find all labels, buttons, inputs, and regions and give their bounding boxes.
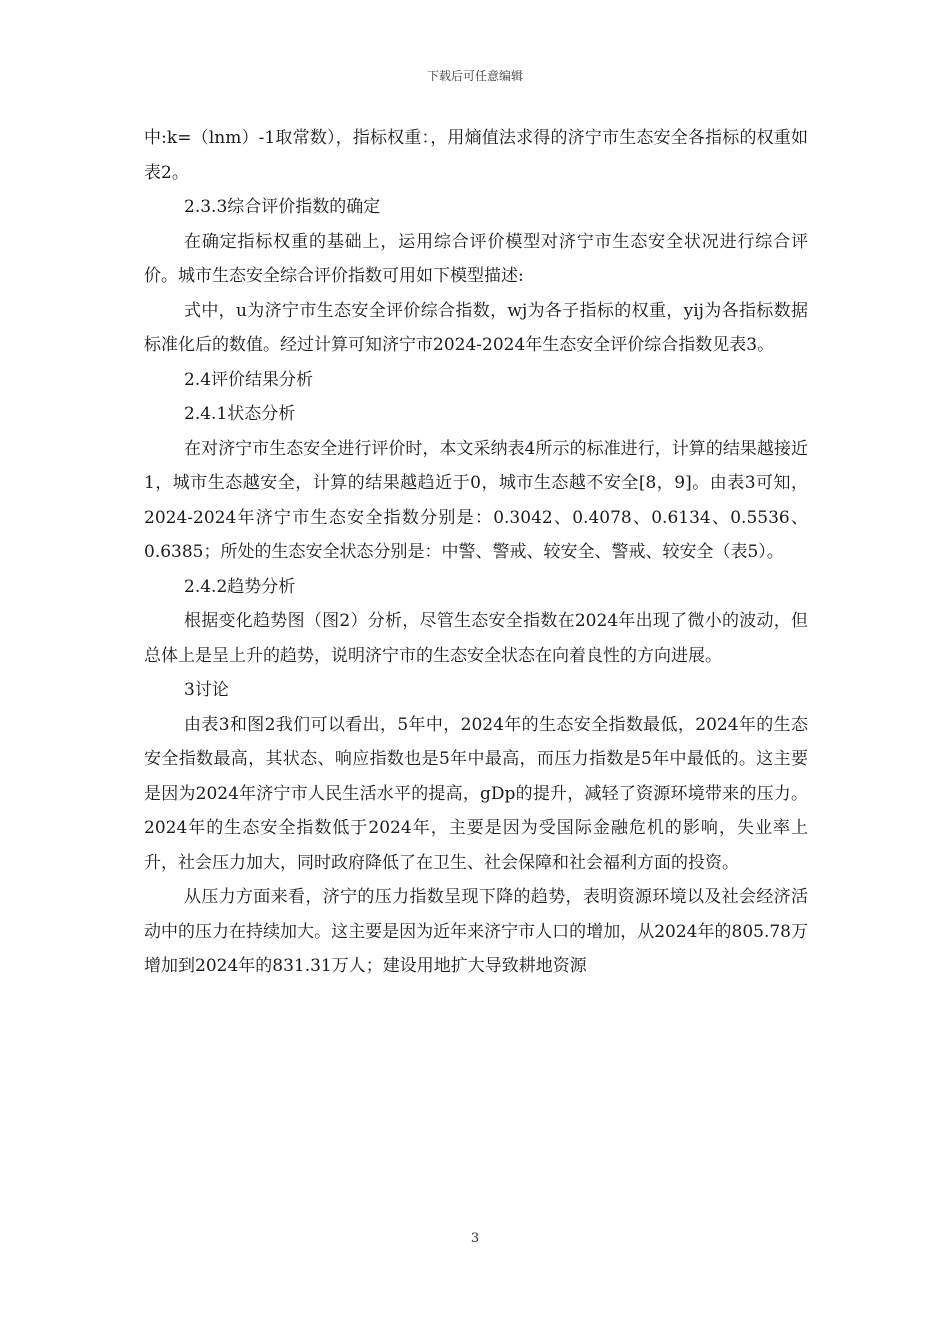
page-number: 3	[470, 1231, 480, 1246]
paragraph-formula-explanation: 式中，u为济宁市生态安全评价综合指数，wj为各子指标的权重，yij为各指标数据标准化后的数值。经过计算可知济宁市2024-2024年生态安全评价综合指数见表3。	[144, 300, 808, 355]
heading-2-4-2: 2.4.2趋势分析	[184, 576, 296, 597]
paragraph-weight-formula: 中:k=（lnm）-1取常数），指标权重：，用熵值法求得的济宁市生态安全各指标的权重如表2。	[144, 128, 808, 183]
paragraph-state-analysis: 在对济宁市生态安全进行评价时，本文采纳表4所示的标准进行，计算的结果越接近1，城市生态越安全，计算的结果越趋近于0，城市生态越不安全[8，9]。由表3可知，2024-2024年济宁市生态安全指数分别是：0.3042、0.4078、0.6134、0.5536、0.6385；所处的生态安全状态分别是：中警、警戒、较安全、警戒、较安全（表5）。	[144, 438, 808, 562]
document-body	[144, 121, 808, 984]
heading-3-discussion: 3讨论	[184, 680, 229, 700]
heading-2-4-1: 2.4.1状态分析	[184, 404, 296, 424]
paragraph-discussion: 由表3和图2我们可以看出，5年中，2024年的生态安全指数最低，2024年的生态安全指数最高，其状态、响应指数也是5年中最高，而压力指数是5年中最低的。这主要是因为2024年济宁市人民生活水平的提高，gDp的提升，减轻了资源环境带来的压力。2024年的生态安全指数低于2024年，主要是因为受国际金融危机的影响，失业率上升，社会压力加大，同时政府降低了在卫生、社会保障和社会福利方面的投资。	[144, 714, 808, 873]
heading-2-3-3: 2.3.3综合评价指数的确定	[184, 197, 381, 217]
paragraph-trend-analysis: 根据变化趋势图（图2）分析，尽管生态安全指数在2024年出现了微小的波动，但总体上是呈上升的趋势，说明济宁市的生态安全状态在向着良性的方向进展。	[144, 611, 808, 666]
heading-2-4: 2.4评价结果分析	[184, 369, 314, 390]
paragraph-evaluation-model: 在确定指标权重的基础上，运用综合评价模型对济宁市生态安全状况进行综合评价。城市生态安全综合评价指数可用如下模型描述:	[144, 231, 808, 286]
download-note: 下载后可任意编辑	[426, 69, 523, 83]
paragraph-pressure-analysis: 从压力方面来看，济宁的压力指数呈现下降的趋势，表明资源环境以及社会经济活动中的压力在持续加大。这主要是因为近年来济宁市人口的增加，从2024年的805.78万增加到2024年的831.31万人；建设用地扩大导致耕地资源	[144, 887, 808, 976]
